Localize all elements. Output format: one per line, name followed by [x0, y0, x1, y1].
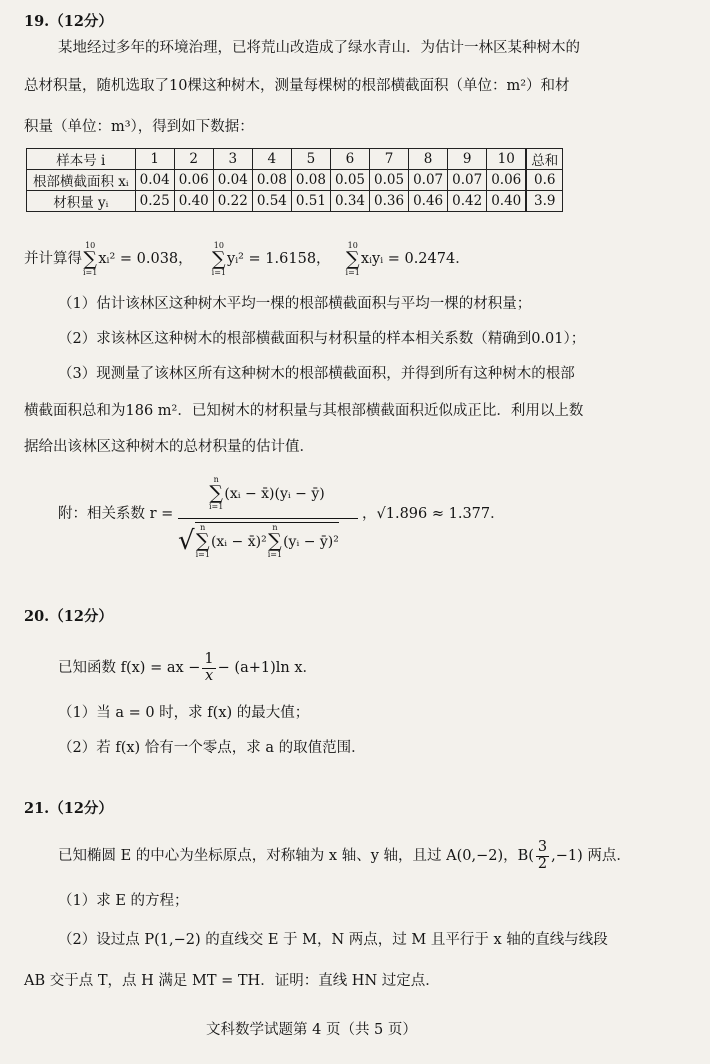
table-row-volume — [27, 191, 563, 212]
q19-part1: （1）估计该林区这种树木平均一棵的根部横截面积与平均一棵的材积量； — [58, 296, 532, 312]
sigma-symbol: 10 ∑ i=1 — [211, 240, 227, 277]
fn-prefix: 已知函数 f(x) = ax − — [58, 660, 201, 676]
calc-y2: yᵢ² = 1.6158， — [227, 251, 331, 267]
sample-id: 5 — [291, 149, 330, 170]
volume-value: 0.34 — [330, 191, 369, 212]
sample-id: 4 — [252, 149, 291, 170]
table-row-sample — [27, 149, 563, 170]
volume-value: 0.40 — [487, 191, 527, 212]
fn-suffix: − (a+1)ln x． — [217, 660, 318, 676]
b-fraction: $\frac{3}{2}$ — [537, 838, 548, 872]
volume-total: 3.9 — [526, 191, 563, 212]
area-value: 0.05 — [330, 170, 369, 191]
q19-part3-line3: 据给出该林区这种树木的总材积量的估计值． — [24, 439, 314, 455]
area-value: 0.07 — [448, 170, 487, 191]
area-label: 根部横截面积 xᵢ — [27, 170, 136, 191]
volume-value: 0.40 — [174, 191, 213, 212]
q21-header: 21.（12分） — [24, 800, 113, 817]
sample-id: 6 — [330, 149, 369, 170]
q20-header: 20.（12分） — [24, 608, 113, 625]
sigma-symbol: 10 ∑ i=1 — [83, 240, 98, 277]
sample-id: 7 — [370, 149, 409, 170]
area-value: 0.05 — [370, 170, 409, 191]
q19-intro-line1: 某地经过多年的环境治理，已将荒山改造成了绿水青山．为估计一林区某种树木的 — [58, 40, 580, 56]
volume-value: 0.36 — [370, 191, 409, 212]
r-denominator-b: (yᵢ − ȳ)² — [283, 533, 339, 550]
area-value: 0.06 — [487, 170, 527, 191]
sum-calculations — [24, 242, 470, 276]
q20-part2: （2）若 f(x) 恰有一个零点，求 a 的取值范围． — [58, 740, 366, 756]
area-value: 0.06 — [174, 170, 213, 191]
r-numerator: (xᵢ − x̄)(yᵢ − ȳ) — [224, 485, 325, 502]
sigma-symbol: n ∑ i=1 — [195, 523, 210, 559]
q19-part3-line1: （3）现测量了该林区所有这种树木的根部横截面积，并得到所有这种树木的根部 — [58, 366, 575, 382]
sample-id: 2 — [174, 149, 213, 170]
volume-value: 0.22 — [213, 191, 252, 212]
correlation-formula: n ∑ i=1 (xᵢ − x̄)(yᵢ − ȳ) √ n ∑ i=1 (xᵢ − x̄)² n ∑ i=1 (yᵢ − ȳ)² — [178, 476, 358, 566]
area-value: 0.08 — [291, 170, 330, 191]
q21-part2-line2: AB 交于点 T，点 H 满足 MT = TH．证明：直线 HN 过定点． — [24, 973, 440, 989]
volume-value: 0.51 — [291, 191, 330, 212]
volume-value: 0.46 — [409, 191, 448, 212]
area-value: 0.07 — [409, 170, 448, 191]
data-table — [26, 148, 563, 212]
area-value: 0.08 — [252, 170, 291, 191]
total-label: 总和 — [526, 149, 563, 170]
q21-part1: （1）求 E 的方程； — [58, 893, 189, 909]
sqrt-note: ，√1.896 ≈ 1.377． — [362, 506, 505, 522]
area-value: 0.04 — [135, 170, 174, 191]
note-label: 附：相关系数 r = — [58, 506, 174, 522]
q19-intro-line2: 总材积量，随机选取了10棵这种树木，测量每棵树的根部横截面积（单位：m²）和材 — [24, 78, 570, 94]
sigma-symbol: n ∑ i=1 — [209, 475, 224, 511]
volume-value: 0.25 — [135, 191, 174, 212]
sigma-symbol: 10 ∑ i=1 — [345, 240, 360, 277]
area-total: 0.6 — [526, 170, 563, 191]
sample-id: 10 — [487, 149, 527, 170]
calc-prefix: 并计算得 — [24, 251, 82, 267]
fn-fraction: $\frac{1}{x}$ — [204, 650, 214, 684]
table-row-area — [27, 170, 563, 191]
volume-value: 0.54 — [252, 191, 291, 212]
q20-function — [58, 648, 317, 688]
volume-label: 材积量 yᵢ — [27, 191, 136, 212]
q20-part1: （1）当 a = 0 时，求 f(x) 的最大值； — [58, 705, 310, 721]
q21-part2-line1: （2）设过点 P(1,−2) 的直线交 E 于 M，N 两点，过 M 且平行于 x 轴的直线与线段 — [58, 932, 608, 948]
q19-header: 19.（12分） — [24, 13, 113, 30]
sample-id: 9 — [448, 149, 487, 170]
volume-value: 0.42 — [448, 191, 487, 212]
q21-intro — [58, 836, 631, 876]
calc-xy: xᵢyᵢ = 0.2474． — [360, 251, 470, 267]
page-footer: 文科数学试题第 4 页（共 5 页） — [206, 1022, 417, 1038]
q19-intro-line3: 积量（单位：m³），得到如下数据： — [24, 119, 254, 135]
sample-id: 3 — [213, 149, 252, 170]
r-denominator-a: (xᵢ − x̄)² — [210, 533, 267, 550]
q19-part3-line2: 横截面积总和为186 m²．已知树木的材积量与其根部横截面积近似成正比．利用以上数 — [24, 403, 584, 419]
intro-prefix: 已知椭圆 E 的中心为坐标原点，对称轴为 x 轴、y 轴，且过 A(0,−2)，B( — [58, 848, 534, 864]
intro-suffix: ,−1) 两点． — [551, 848, 631, 864]
sigma-symbol: n ∑ i=1 — [267, 523, 283, 559]
sample-id: 1 — [135, 149, 174, 170]
sample-label: 样本号 i — [27, 149, 136, 170]
q19-part2: （2）求该林区这种树木的根部横截面积与材积量的样本相关系数（精确到0.01）； — [58, 331, 586, 347]
area-value: 0.04 — [213, 170, 252, 191]
sample-id: 8 — [409, 149, 448, 170]
calc-x2: xᵢ² = 0.038， — [98, 251, 193, 267]
